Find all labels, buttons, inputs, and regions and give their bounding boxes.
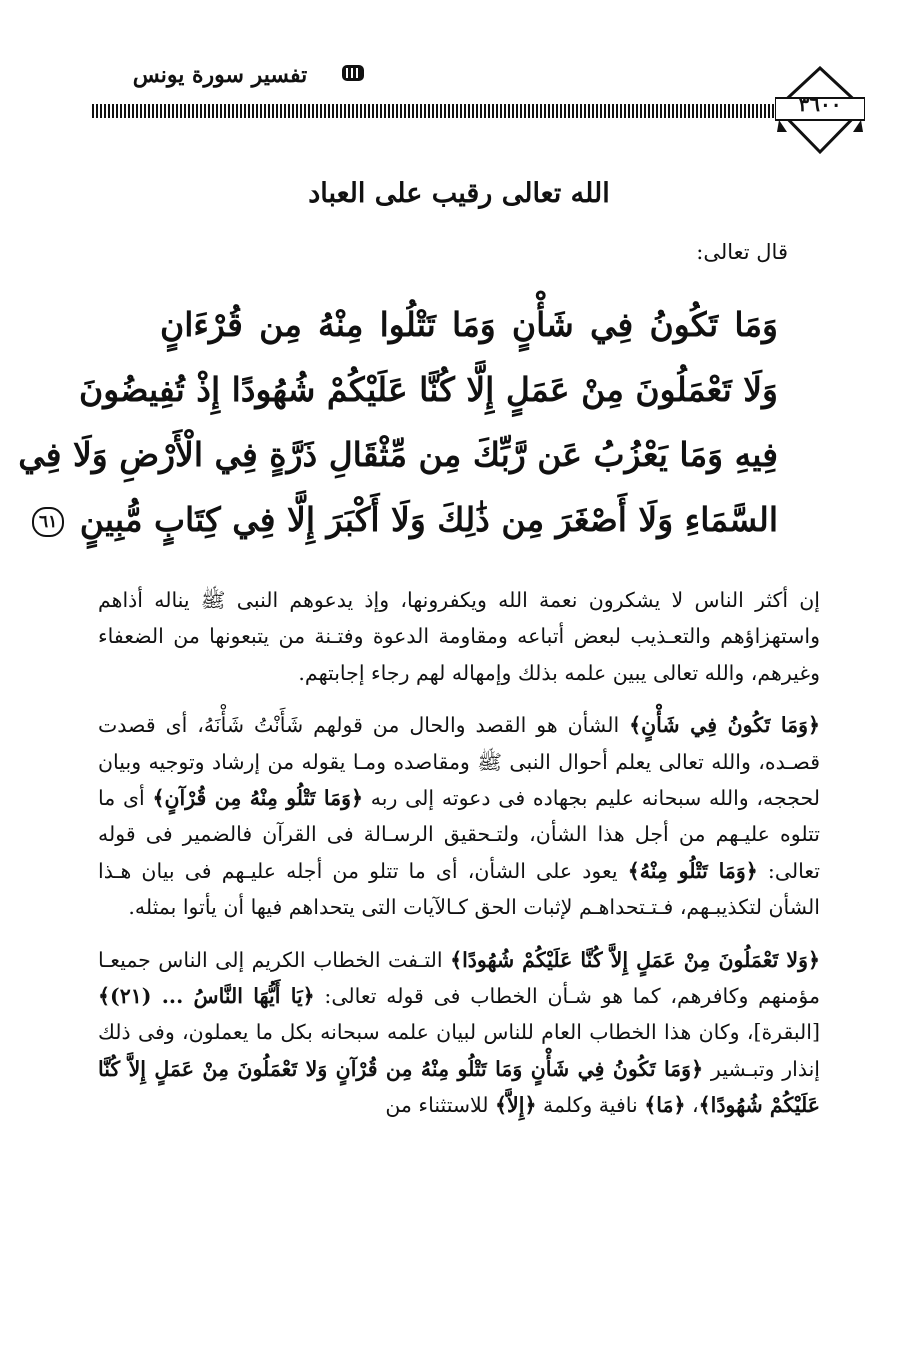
running-title: تفسير سورة يونس: [132, 62, 308, 88]
quran-quote: ﴿وَمَا تَكُونُ فِي شَأْنٍ وَمَا تَتْلُو مِنْهُ مِن قُرْآنٍ وَلا تَعْمَلُونَ مِنْ عَمَلٍ إِلاَّ كُنَّا عَلَيْكُمْ شُهُودًا﴾: [98, 1056, 820, 1118]
quran-quote: ﴿مَا﴾: [644, 1093, 686, 1118]
verse-line: وَلَا تَعْمَلُونَ مِنْ عَمَلٍ إِلَّا كُنَّا عَلَيْكُمْ شُهُودًا إِذْ تُفِيضُونَ: [79, 370, 778, 409]
verse-line: وَمَا تَكُونُ فِي شَأْنٍ وَمَا تَتْلُوا مِنْهُ مِن قُرْءَانٍ: [160, 305, 778, 344]
commentary-body: [98, 582, 820, 1140]
header-rule: [92, 104, 790, 118]
quran-verse: [18, 292, 778, 552]
quran-quote: ﴿وَمَا تَتْلُو مِنْهُ مِن قُرْآنٍ﴾: [152, 786, 363, 811]
page-number: ٣٦٠٠: [798, 92, 842, 116]
paragraph-text: أى ما تتلوه عليـهم من أجل هذا الشأن، ولتـحقيق الرسـالة فى القرآن فالضمير فى قوله تعالى:: [98, 786, 820, 883]
verse-line-last: [39, 487, 778, 552]
quran-quote: ﴿إِلاَّ﴾: [495, 1093, 537, 1118]
quran-quote: ﴿وَمَا تَكُونُ فِي شَأْنٍ﴾: [629, 713, 820, 738]
paragraph-text: إن أكثر الناس لا يشكرون نعمة الله ويكفرونها، وإذ يدعوهم النبى ﷺ يناله أذاهم واستهزاؤهم والتعـذيب لبعض أتباعه ومقاومة الدعوة وفتـنة من يتبعونها من الضعفاء وغيرهم، والله تعالى يبين علمه بذلك وإمهاله لهم رجاء إجابتهم.: [98, 588, 820, 685]
verse-line: فِيهِ وَمَا يَعْزُبُ عَن رَّبِّكَ مِن مِّثْقَالِ ذَرَّةٍ فِي الْأَرْضِ وَلَا فِي: [18, 435, 778, 474]
paragraph-text: الشأن هو القصد والحال من قولهم شَأَنْتُ شَأْنَهُ، أى قصدت قصـده، والله تعالى يعلم أحوال النبى ﷺ ومقاصده ومـا يقوله من إرشاد وتوجيه وبيان لحججه، والله سبحانه عليم بجهاده فى دعوته إلى ربه: [98, 713, 820, 811]
paragraph-text: يعود على الشأن، أى ما تتلو من أجله عليـهم فى بيان هـذا الشأن لتكذيبـهم، فـتـتحداهـم لإثبات الحق كـالآيات التى يتحداهم فيها أن يأتوا بمثله.: [98, 858, 820, 920]
paragraph: [98, 707, 820, 925]
quran-quote: ﴿يَا أَيُّهَا النَّاسُ ... (٢١)﴾: [98, 984, 315, 1009]
verse-number: ٦١: [32, 507, 64, 537]
paragraph-text: [البقرة]، وكان هذا الخطاب العام للناس لبيان علمه سبحانه بكل ما يعملون، وفى ذلك إنذار وتبـشير: [98, 1020, 821, 1081]
paragraph-text: نافية وكلمة: [536, 1093, 645, 1118]
paragraph-text: ،: [685, 1093, 699, 1118]
paragraph-text: للاستثناء من: [385, 1093, 496, 1118]
quran-quote: ﴿وَمَا تَتْلُو مِنْهُ﴾: [627, 858, 758, 883]
verse-line-text: السَّمَاءِ وَلَا أَصْغَرَ مِن ذَٰلِكَ وَلَا أَكْبَرَ إِلَّا فِي كِتَابٍ مُّبِينٍ: [79, 500, 778, 539]
paragraph: [98, 582, 820, 691]
section-title: الله تعالى رقيب على العباد: [308, 178, 610, 209]
quran-quote: ﴿وَلا تَعْمَلُونَ مِنْ عَمَلٍ إِلاَّ كُنَّا عَلَيْكُمْ شُهُودًا﴾: [450, 947, 821, 972]
paragraph: [98, 942, 820, 1124]
ornament-icon: [340, 60, 366, 86]
intro-text: قال تعالى:: [696, 240, 788, 264]
paragraph-text: التـفت الخطاب الكريم إلى الناس جميعـا مؤمنهم وكافرهم، كما هو شـأن الخطاب فى قوله تعالى:: [98, 947, 820, 1009]
